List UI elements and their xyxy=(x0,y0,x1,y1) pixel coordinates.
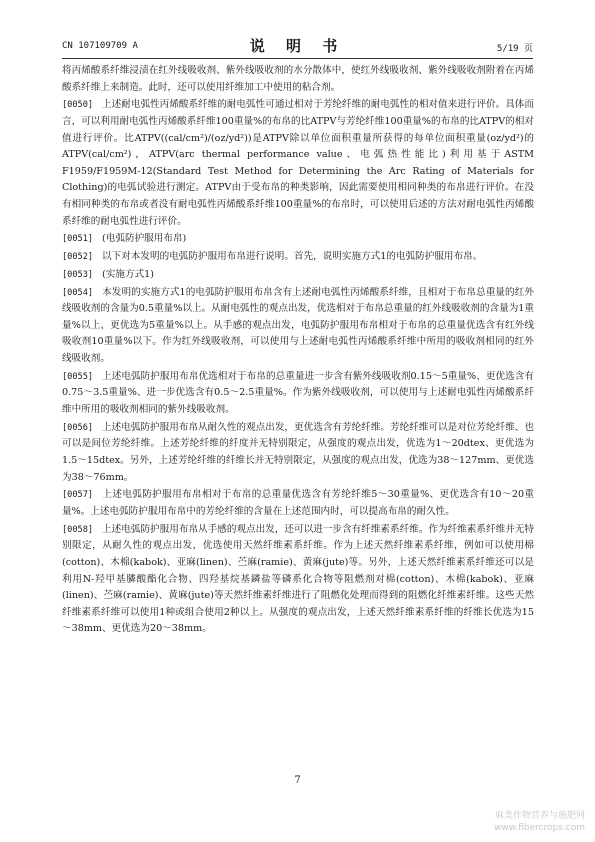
paragraph-0054 xyxy=(62,285,534,368)
page-indicator: 5/19 页 xyxy=(496,44,533,54)
paragraph-text: 上述电弧防护服用布帛优选相对于布帛的总重量进一步含有紫外线吸收剂0.15～5重量%、更优选含有0.75～3.5重量%、进一步优选含有0.5～2.5重量%。作为紫外线吸收剂，可以使用与上述耐电弧性丙烯酸系纤维中所用的吸收剂相同的紫外线吸收剂。 xyxy=(62,370,534,415)
site-watermark xyxy=(494,810,585,834)
paragraph-0057 xyxy=(62,487,534,520)
paragraph-text: 将丙烯酸系纤维浸渍在红外线吸收剂、紫外线吸收剂的水分散体中，使红外线吸收剂、紫外线吸收剂附着在丙烯酸系纤维上来制造。此时，还可以使用纤维加工中使用的粘合剂。 xyxy=(62,65,534,93)
document-title: 说 明 书 xyxy=(249,37,346,55)
paragraph-number: [0055] xyxy=(62,371,94,382)
paragraph-number: [0058] xyxy=(62,524,94,535)
patent-number: CN 107109709 A xyxy=(62,41,138,51)
paragraph-0050 xyxy=(62,97,534,230)
paragraph-0056 xyxy=(62,420,534,486)
paragraph-text: 上述电弧防护服用布帛从耐久性的观点出发，更优选含有芳纶纤维。芳纶纤维可以是对位芳纶纤维、也可以是间位芳纶纤维。上述芳纶纤维的纤度并无特别限定，从强度的观点出发，优选为1～20dtex、更优选为1.5～15dtex。另外，上述芳纶纤维的纤维长并无特别限定，从强度的观点出发，优选为38～127mm、更优选为38～76mm。 xyxy=(62,421,534,483)
paragraph-number: [0051] xyxy=(62,234,94,245)
paragraph-continuation xyxy=(62,63,534,96)
section-heading: (实施方式1) xyxy=(102,268,155,280)
paragraph-number: [0054] xyxy=(62,287,94,298)
document-body xyxy=(62,63,534,639)
page-number: 7 xyxy=(294,775,301,786)
paragraph-number: [0056] xyxy=(62,422,94,433)
header-rule xyxy=(62,58,533,59)
paragraph-number: [0052] xyxy=(62,252,94,263)
paragraph-number: [0057] xyxy=(62,490,94,501)
paragraph-0055 xyxy=(62,369,534,419)
paragraph-number: [0050] xyxy=(62,100,94,111)
paragraph-0053 xyxy=(62,267,534,284)
paragraph-text: 本发明的实施方式1的电弧防护服用布帛含有上述耐电弧性丙烯酸系纤维，且相对于布帛总重量的红外线吸收剂的含量为0.5重量%以上。从耐电弧性的观点出发，优选相对于布帛总重量的红外线吸收剂的含量为1重量%以上、更优选为5重量%以上。从手感的观点出发，电弧防护服用布帛相对于布帛的总重量优选含有红外线吸收剂10重量%以下。作为红外线吸收剂，可以使用与上述耐电弧性丙烯酸系纤维中所用的吸收剂相同的红外线吸收剂。 xyxy=(62,286,534,365)
paragraph-text: 上述电弧防护服用布帛从手感的观点出发，还可以进一步含有纤维素系纤维。作为纤维素系纤维并无特别限定，从耐久性的观点出发，优选使用天然纤维素系纤维。作为上述天然纤维素系纤维，例如可以使用棉(cotton)、木棉(kabok)、亚麻(linen)、苎麻(ramie)、黄麻(jute)等。另外，上述天然纤维素系纤维还可以是利用N-羟甲基膦酸酯化合物、四羟基烷基鏻盐等磷系化合物等阻燃剂对棉(cotton)、木棉(kabok)、亚麻(linen)、苎麻(ramie)、黄麻(jute)等天然纤维素纤维进行了阻燃化处理而得到的阻燃化纤维素纤维。这些天然纤维素系纤维可以使用1种或组合使用2种以上。从强度的观点出发，上述天然纤维素系纤维的纤维长优选为15～38mm、更优选为20～38mm。 xyxy=(62,523,534,635)
paragraph-text: 上述电弧防护服用布帛相对于布帛的总重量优选含有芳纶纤维5～30重量%、更优选含有10～20重量%。上述电弧防护服用布帛中的芳纶纤维的含量在上述范围内时，可以提高布帛的耐久性。 xyxy=(62,489,534,517)
section-heading: (电弧防护服用布帛) xyxy=(102,233,187,245)
page-footer xyxy=(0,775,595,786)
paragraph-text: 以下对本发明的电弧防护服用布帛进行说明。首先，说明实施方式1的电弧防护服用布帛。 xyxy=(102,251,483,263)
paragraph-0052 xyxy=(62,249,534,266)
watermark-url: www.fibercrops.com xyxy=(494,823,585,833)
paragraph-0058 xyxy=(62,522,534,638)
page-header xyxy=(62,35,533,55)
paragraph-text: 上述耐电弧性丙烯酸系纤维的耐电弧性可通过相对于芳纶纤维的耐电弧性的相对值来进行评价。具体而言，可以利用耐电弧性丙烯酸系纤维100重量%的布帛的比ATPV与芳纶纤维100重量%的布帛的比ATPV的相对值进行评价。比ATPV((cal/cm²)/(oz/yd²))是ATPV除以单位面积重量所获得的每单位面积重量(oz/yd²)的ATPV(cal/cm²)，ATPV(arc thermal performance value、电弧热性能比)利用基于ASTM F1959/F1959M-12(Standard Test Method for Determining the Arc Rating of Materials for Clothing)的电弧试验进行测定。ATPV由于受布帛的种类影响，因此需要使用相同种类的布帛进行评价。在没有相同种类的布帛或者没有耐电弧性丙烯酸系纤维100重量%的布帛时，可以使用后述的方法对耐电弧性丙烯酸系纤维的耐电弧性进行评价。 xyxy=(62,99,534,227)
paragraph-number: [0053] xyxy=(62,269,94,280)
paragraph-0051 xyxy=(62,231,534,248)
watermark-title: 麻类作物营养与施肥网 xyxy=(494,811,585,821)
